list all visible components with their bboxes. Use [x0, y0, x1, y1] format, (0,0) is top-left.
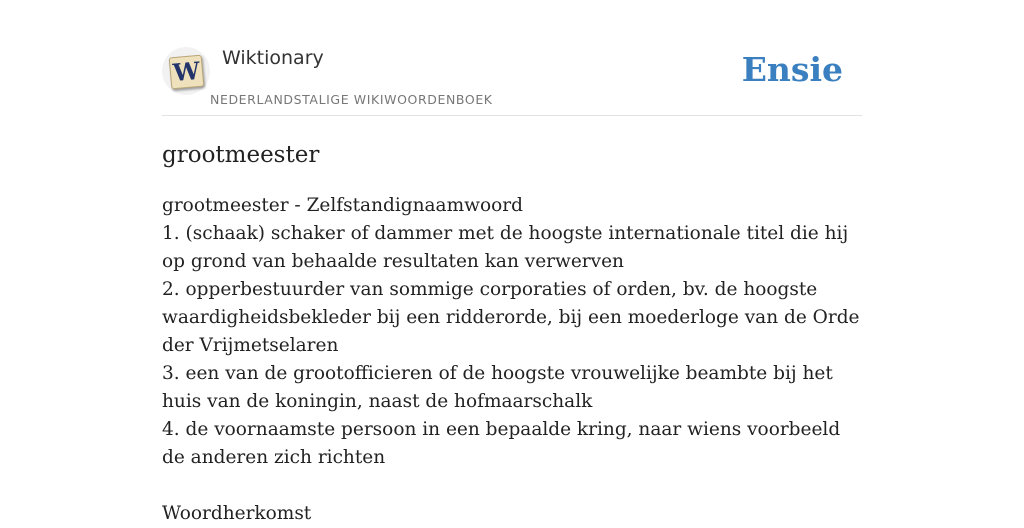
- ensie-logo[interactable]: Ensie: [741, 50, 843, 89]
- page-title: grootmeester: [162, 142, 320, 168]
- entry-content: [162, 192, 862, 528]
- definition-2: 2. opperbestuurder van sommige corporaties of orden, bv. de hoogste waardigheidsbekleder bij een ridderorde, bij een moederloge van de Orde der Vrijmetselaren: [162, 279, 860, 356]
- site-name[interactable]: Wiktionary: [222, 47, 324, 69]
- wiktionary-logo[interactable]: [162, 47, 210, 95]
- definition-4: 4. de voornaamste persoon in een bepaalde kring, naar wiens voorbeeld de anderen zich richten: [162, 419, 841, 468]
- header-divider: [162, 115, 862, 116]
- site-tagline: NEDERLANDSTALIGE WIKIWOORDENBOEK: [210, 92, 493, 107]
- entry-heading: grootmeester - Zelfstandignaamwoord: [162, 195, 523, 216]
- wiktionary-logo-tile-icon: W: [169, 55, 205, 90]
- section-spacer: [162, 472, 862, 500]
- definition-1: 1. (schaak) schaker of dammer met de hoogste internationale titel die hij op grond van behaalde resultaten kan verwerven: [162, 223, 849, 272]
- section-heading-etymology: Woordherkomst: [162, 503, 312, 524]
- definition-3: 3. een van de grootofficieren of de hoogste vrouwelijke beambte bij het huis van de koningin, naast de hofmaarschalk: [162, 363, 833, 412]
